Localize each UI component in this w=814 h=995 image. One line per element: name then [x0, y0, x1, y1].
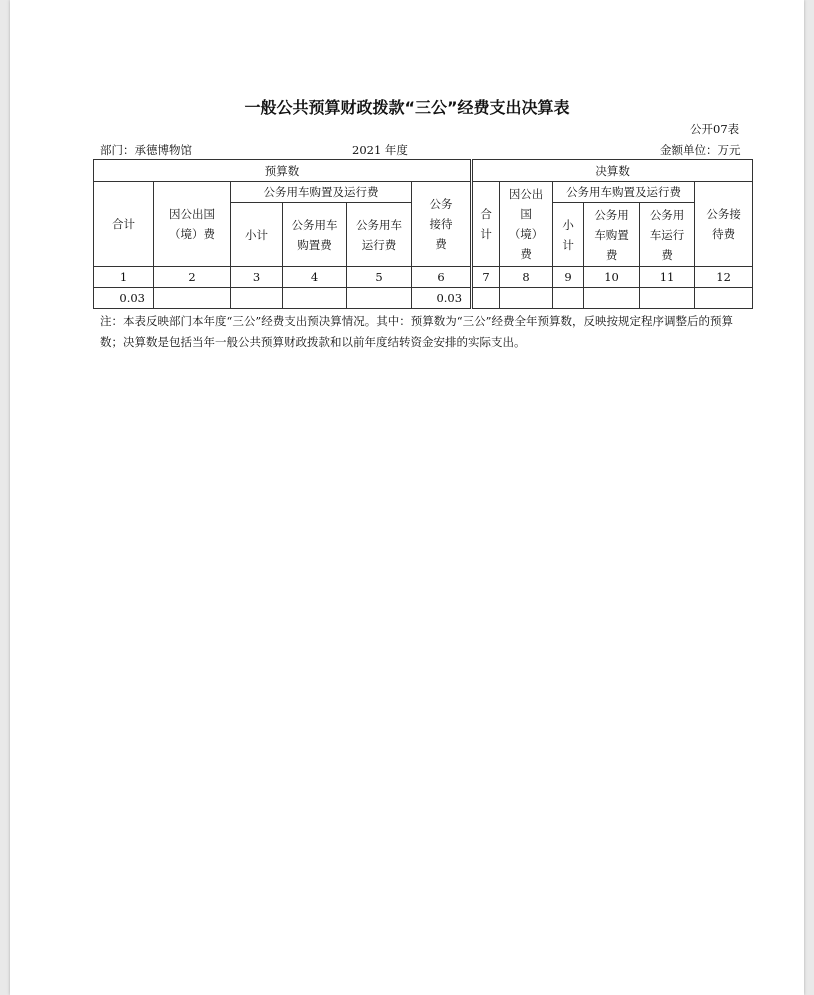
index-cell: 3 [231, 267, 283, 288]
form-number: 公开07表 [690, 122, 740, 136]
year-label: 2021 年度 [352, 143, 408, 157]
index-cell: 11 [640, 267, 695, 288]
final-subtotal-header: 小计 [553, 203, 584, 267]
final-purchase-header: 公务用车购置费 [584, 203, 640, 267]
department-label: 部门：承德博物馆 [100, 143, 192, 157]
document-page [10, 0, 804, 995]
final-operation-header: 公务用车运行费 [640, 203, 695, 267]
value-cell [347, 288, 412, 309]
final-abroad-header: 因公出国（境）费 [500, 182, 553, 267]
value-cell [640, 288, 695, 309]
final-reception-header: 公务接待费 [695, 182, 753, 267]
index-cell: 9 [553, 267, 584, 288]
final-total-header: 合计 [473, 182, 500, 267]
table-note: 注：本表反映部门本年度“三公”经费支出预决算情况。其中：预算数为“三公”经费全年预算数，反映按规定程序调整后的预算数；决算数是包括当年一般公共预算财政拨款和以前年度结转资金安排的实际支出。 [100, 314, 734, 349]
value-cell [584, 288, 640, 309]
unit-label: 金额单位：万元 [660, 143, 741, 157]
budget-vehicle-header: 公务用车购置及运行费 [231, 182, 412, 203]
budget-total-header: 合计 [94, 182, 154, 267]
value-cell [500, 288, 553, 309]
index-cell: 12 [695, 267, 753, 288]
index-cell: 5 [347, 267, 412, 288]
page-title: 一般公共预算财政拨款“三公”经费支出决算表 [244, 98, 570, 117]
budget-subtotal-header: 小计 [231, 203, 283, 267]
value-cell: 0.03 [412, 288, 471, 309]
index-cell: 1 [94, 267, 154, 288]
value-cell [283, 288, 347, 309]
value-cell: 0.03 [94, 288, 154, 309]
value-cell [553, 288, 584, 309]
final-vehicle-header: 公务用车购置及运行费 [553, 182, 695, 203]
budget-purchase-header: 公务用车购置费 [283, 203, 347, 267]
index-cell: 2 [154, 267, 231, 288]
budget-operation-header: 公务用车运行费 [347, 203, 412, 267]
index-cell: 4 [283, 267, 347, 288]
value-row [94, 288, 753, 309]
index-cell: 7 [473, 267, 500, 288]
value-cell [154, 288, 231, 309]
budget-header: 预算数 [94, 160, 471, 182]
index-cell: 10 [584, 267, 640, 288]
value-cell [695, 288, 753, 309]
budget-reception-header: 公务接待费 [412, 182, 471, 267]
index-row [94, 267, 753, 288]
value-cell [231, 288, 283, 309]
index-cell: 8 [500, 267, 553, 288]
expense-table [93, 159, 753, 309]
budget-abroad-header: 因公出国（境）费 [154, 182, 231, 267]
value-cell [473, 288, 500, 309]
final-header: 决算数 [473, 160, 753, 182]
index-cell: 6 [412, 267, 471, 288]
